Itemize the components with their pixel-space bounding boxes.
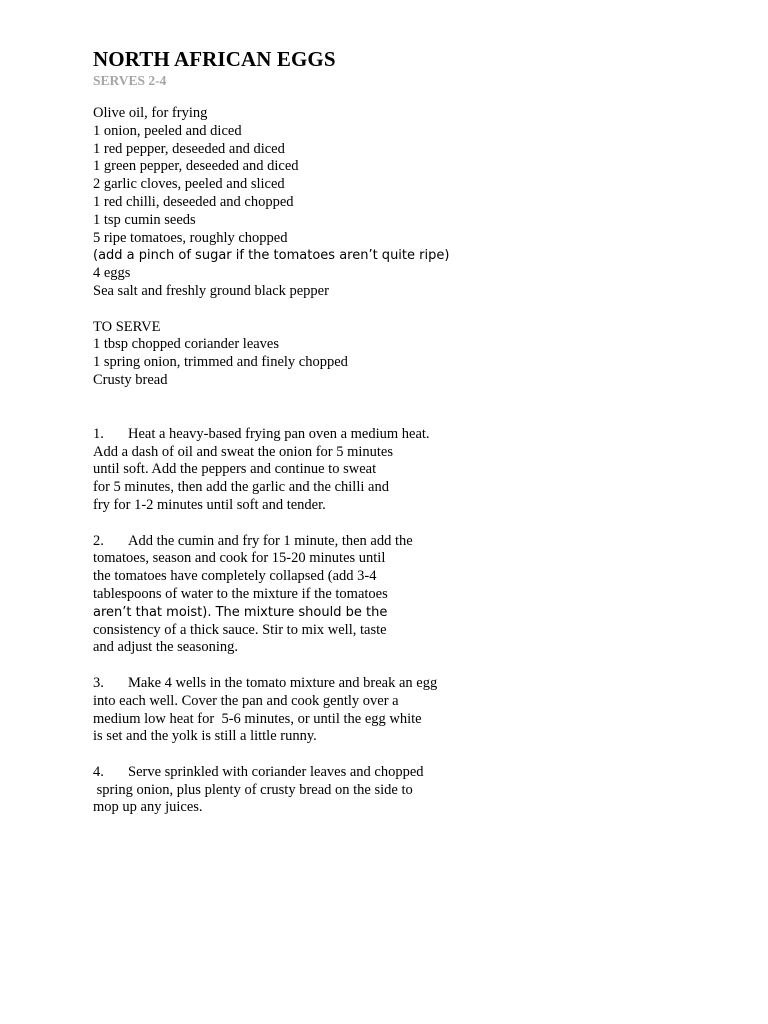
ingredient-item: 1 tsp cumin seeds bbox=[93, 211, 196, 228]
method-step bbox=[93, 426, 693, 515]
step-line: consistency of a thick sauce. Stir to mix well, taste bbox=[93, 621, 387, 638]
step-line: the tomatoes have completely collapsed (add 3-4 bbox=[93, 568, 377, 585]
spacer bbox=[93, 657, 693, 675]
to-serve-item: 1 spring onion, trimmed and finely chopped bbox=[93, 354, 348, 371]
method-step bbox=[93, 764, 693, 817]
ingredient-item: 1 onion, peeled and diced bbox=[93, 122, 242, 139]
ingredient-item: Olive oil, for frying bbox=[93, 105, 208, 121]
step-line: tablespoons of water to the mixture if the tomatoes bbox=[93, 585, 388, 602]
spacer bbox=[93, 746, 693, 764]
ingredient-item: 4 eggs bbox=[93, 265, 131, 282]
to-serve-heading: TO SERVE bbox=[93, 318, 161, 335]
step-line: Add a dash of oil and sweat the onion for 5 minutes bbox=[93, 443, 394, 460]
serves-label: SERVES 2-4 bbox=[93, 73, 167, 88]
ingredient-note: (add a pinch of sugar if the tomatoes aren’t quite ripe) bbox=[93, 248, 450, 264]
ingredient-item: Sea salt and freshly ground black pepper bbox=[93, 282, 329, 299]
step-line: mop up any juices. bbox=[93, 799, 203, 816]
step-line: and adjust the seasoning. bbox=[93, 639, 238, 656]
step-line: for 5 minutes, then add the garlic and the chilli and bbox=[93, 479, 389, 496]
method-steps bbox=[93, 426, 693, 818]
method-step bbox=[93, 533, 693, 658]
step-number: 3. bbox=[93, 674, 104, 691]
step-line: into each well. Cover the pan and cook gently over a bbox=[93, 692, 399, 709]
step-line: medium low heat for 5-6 minutes, or until the egg white bbox=[93, 710, 422, 727]
step-line: Heat a heavy-based frying pan oven a medium heat. bbox=[128, 425, 430, 442]
ingredient-item: 1 red pepper, deseeded and diced bbox=[93, 140, 285, 157]
ingredient-item: 2 garlic cloves, peeled and sliced bbox=[93, 176, 285, 193]
step-line: until soft. Add the peppers and continue to sweat bbox=[93, 461, 377, 478]
step-line: Add the cumin and fry for 1 minute, then add the bbox=[128, 532, 413, 549]
step-line: tomatoes, season and cook for 15-20 minutes until bbox=[93, 550, 386, 567]
ingredients-list bbox=[93, 105, 693, 301]
to-serve-item: Crusty bread bbox=[93, 371, 168, 388]
ingredient-item: 1 green pepper, deseeded and diced bbox=[93, 158, 299, 175]
spacer bbox=[93, 390, 693, 426]
method-step bbox=[93, 675, 693, 746]
to-serve-section bbox=[93, 319, 693, 390]
step-line: Make 4 wells in the tomato mixture and break an egg bbox=[128, 674, 438, 691]
step-number: 2. bbox=[93, 532, 104, 549]
step-line: Serve sprinkled with coriander leaves and chopped bbox=[128, 763, 424, 780]
step-line: aren’t that moist). The mixture should be the bbox=[93, 604, 388, 620]
ingredient-item: 5 ripe tomatoes, roughly chopped bbox=[93, 229, 288, 246]
step-line: is set and the yolk is still a little runny. bbox=[93, 728, 317, 745]
ingredient-item: 1 red chilli, deseeded and chopped bbox=[93, 193, 294, 210]
recipe-page bbox=[93, 46, 693, 817]
step-number: 1. bbox=[93, 425, 104, 442]
step-line: fry for 1-2 minutes until soft and tender. bbox=[93, 496, 326, 513]
step-number: 4. bbox=[93, 763, 104, 780]
spacer bbox=[93, 515, 693, 533]
spacer bbox=[93, 301, 693, 319]
to-serve-item: 1 tbsp chopped coriander leaves bbox=[93, 336, 280, 353]
recipe-title: NORTH AFRICAN EGGS bbox=[93, 47, 336, 71]
step-line: spring onion, plus plenty of crusty bread on the side to bbox=[93, 781, 413, 798]
